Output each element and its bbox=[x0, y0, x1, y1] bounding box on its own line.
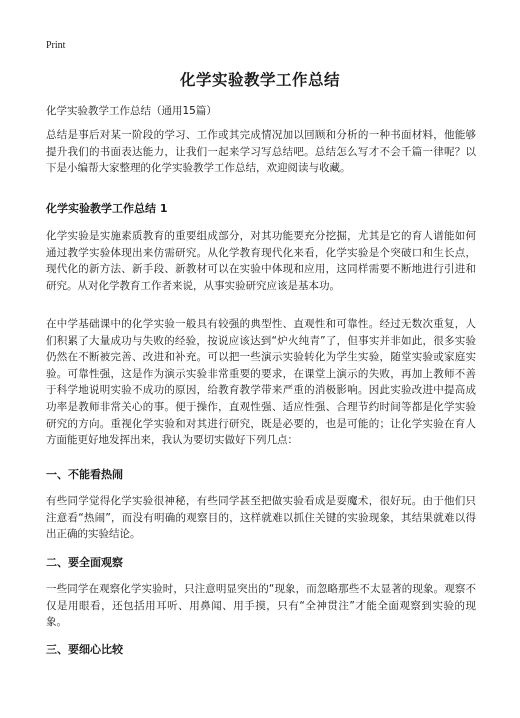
section-1-paragraph-1: 化学实验是实施素质教育的重要组成部分，对其功能要充分挖掘，尤其是它的育人谱能如何通过教学实验体现出来仿需研究。从化学教育现代化来看，化学实验是个突破口和生长点，现代化的新方法、新手段、新教材可以在实验中体现和应用，这同样需要不断地进行引进和研究。从对化学教育工作者来说，从事实验研究应该是基本功。 bbox=[46, 230, 476, 292]
section-1-paragraph-2: 在中学基础课中的化学实验一般具有较强的典型性、直观性和可靠性。经过无数次重复，人们积累了大量成功与失败的经验，按说应该达到“炉火纯青”了，但事实并非如此，很多实验仍然在不断被完善、改进和补充。可以把一些演示实验转化为学生实验，随堂实验或家庭实验。可靠性强，这是作为演示实验非常重要的要求，在课堂上演示的失败，再加上教师不善于科学地说明实验不成功的原因，给教育教学带来严重的消极影响。因此实验改进中提高成功率是教师非常关心的事。便于操作，直观性强、适应性强、合理节约时间等都是化学实验研究的方向。重视化学实验和对其进行研究，既是必要的，也是可能的；让化学实验在育人方面能更好地发挥出来，我认为要切实做好下列几点： bbox=[46, 318, 476, 447]
point-paragraph-2: 一些同学在观察化学实验时，只注意明显突出的“现象，而忽略那些不太显著的现象。观察不仅是用眼看，还包括用耳听、用鼻闻、用手摸，只有“全神贯注”才能全面观察到实验的现象。 bbox=[46, 583, 476, 629]
point-paragraph-1: 有些同学觉得化学实验很神秘，有些同学甚至把做实验看成是耍魔术，很好玩。由于他们只注意看“热闹”，而没有明确的观察目的，这样就难以抓住关键的实验现象，其结果就难以得出正确的实验结论。 bbox=[46, 495, 476, 541]
document-subtitle: 化学实验教学工作总结（通用15篇） bbox=[46, 105, 217, 117]
point-heading-3: 三、要细心比较 bbox=[46, 643, 123, 656]
intro-paragraph: 总结是事后对某一阶段的学习、工作或其完成情况加以回顾和分析的一种书面材料，他能够提升我们的书面表达能力，让我们一起来学习写总结吧。总结怎么写才不会千篇一律呢？以下是小编帮大家整理的化学实验教学工作总结，欢迎阅读与收藏。 bbox=[46, 129, 476, 175]
point-heading-2: 二、要全面观察 bbox=[46, 556, 123, 569]
document-title: 化学实验教学工作总结 bbox=[179, 71, 340, 89]
print-label[interactable]: Print bbox=[46, 40, 66, 51]
point-heading-1: 一、不能看热闹 bbox=[46, 468, 123, 481]
section-heading-1: 化学实验教学工作总结 1 bbox=[46, 202, 168, 215]
